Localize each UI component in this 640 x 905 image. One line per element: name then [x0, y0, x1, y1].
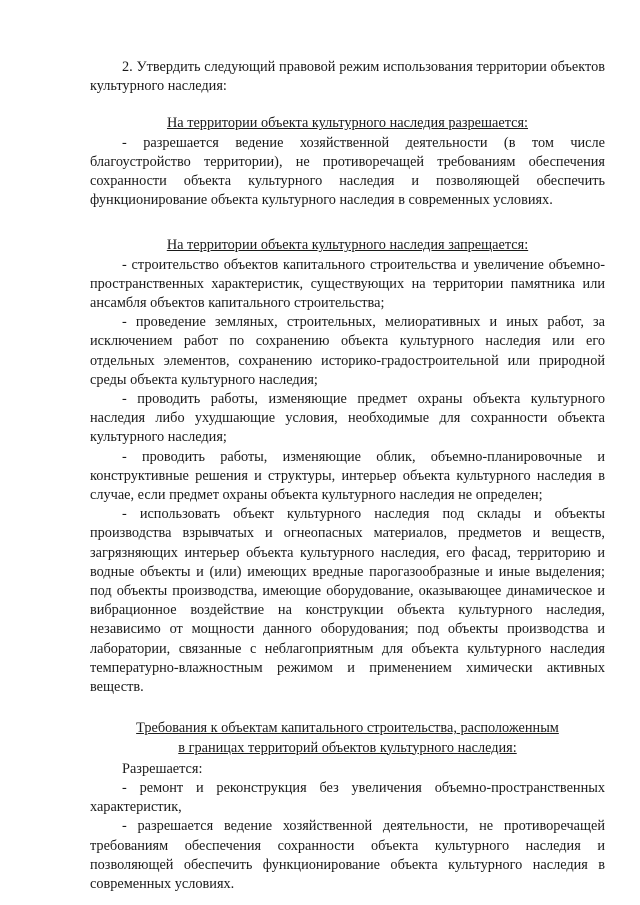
section3-heading-line2: в границах территорий объектов культурного наследия:: [178, 739, 517, 756]
section2-heading: На территории объекта культурного наследия запрещается:: [166, 237, 529, 254]
section3-heading-line1: Требования к объектам капитального строительства, расположенным: [136, 720, 559, 737]
section3-heading: [90, 719, 605, 757]
section2-item: - проводить работы, изменяющие предмет охраны объекта культурного наследия либо ухудшающие условия, необходимые для сохранности объекта культурного наследия;: [90, 391, 605, 446]
document-body: [90, 58, 605, 894]
section2-item: - проведение земляных, строительных, мелиоративных и иных работ, за исключением работ по сохранению объекта культурного наследия или его отдельных элементов, сохранению историко-градостроительной или природной среды объекта культурного наследия;: [90, 314, 605, 388]
section3-item: - ремонт и реконструкция без увеличения объемно-пространственных характеристик,: [90, 779, 605, 816]
section3-subhead: Разрешается:: [122, 760, 203, 777]
section1-item: - разрешается ведение хозяйственной деятельности (в том числе благоустройство территории), не противоречащей требованиям обеспечения сохранности объекта культурного наследия и позволяющей обеспечить функционирование объекта культурного наследия в современных условиях.: [90, 134, 605, 209]
section3-item: - разрешается ведение хозяйственной деятельности, не противоречащей требованиям обеспечения сохранности объекта культурного наследия и позволяющей обеспечить функционирование объекта культурного наследия в современных условиях.: [90, 818, 605, 892]
intro-paragraph: 2. Утвердить следующий правовой режим использования территории объектов культурного наследия:: [90, 59, 605, 95]
section2-item: - использовать объект культурного наследия под склады и объекты производства взрывчатых и огнеопасных материалов, предметов и веществ, загрязняющих интерьер объекта культурного наследия, его фасад, территорию и водные объекты и (или) имеющих вредные парогазообразные и иные выделения; под объекты производства, имеющие оборудование, оказывающее динамическое и вибрационное воздействие на конструкции объекта культурного наследия, независимо от мощности данного оборудования; под объекты производства и лаборатории, связанные с неблагоприятным для объекта культурного наследия температурно-влажностным режимом и применением химически активных веществ.: [90, 506, 605, 696]
section1-heading: На территории объекта культурного наследия разрешается:: [166, 115, 529, 132]
section2-item: - строительство объектов капитального строительства и увеличение объемно-пространственных характеристик, существующих на территории памятника или ансамбля объектов капитального строительства;: [90, 256, 605, 312]
section2-item: - проводить работы, изменяющие облик, объемно-планировочные и конструктивные решения и структуры, интерьер объекта культурного наследия в случае, если предмет охраны объекта культурного наследия не определен;: [90, 448, 605, 504]
